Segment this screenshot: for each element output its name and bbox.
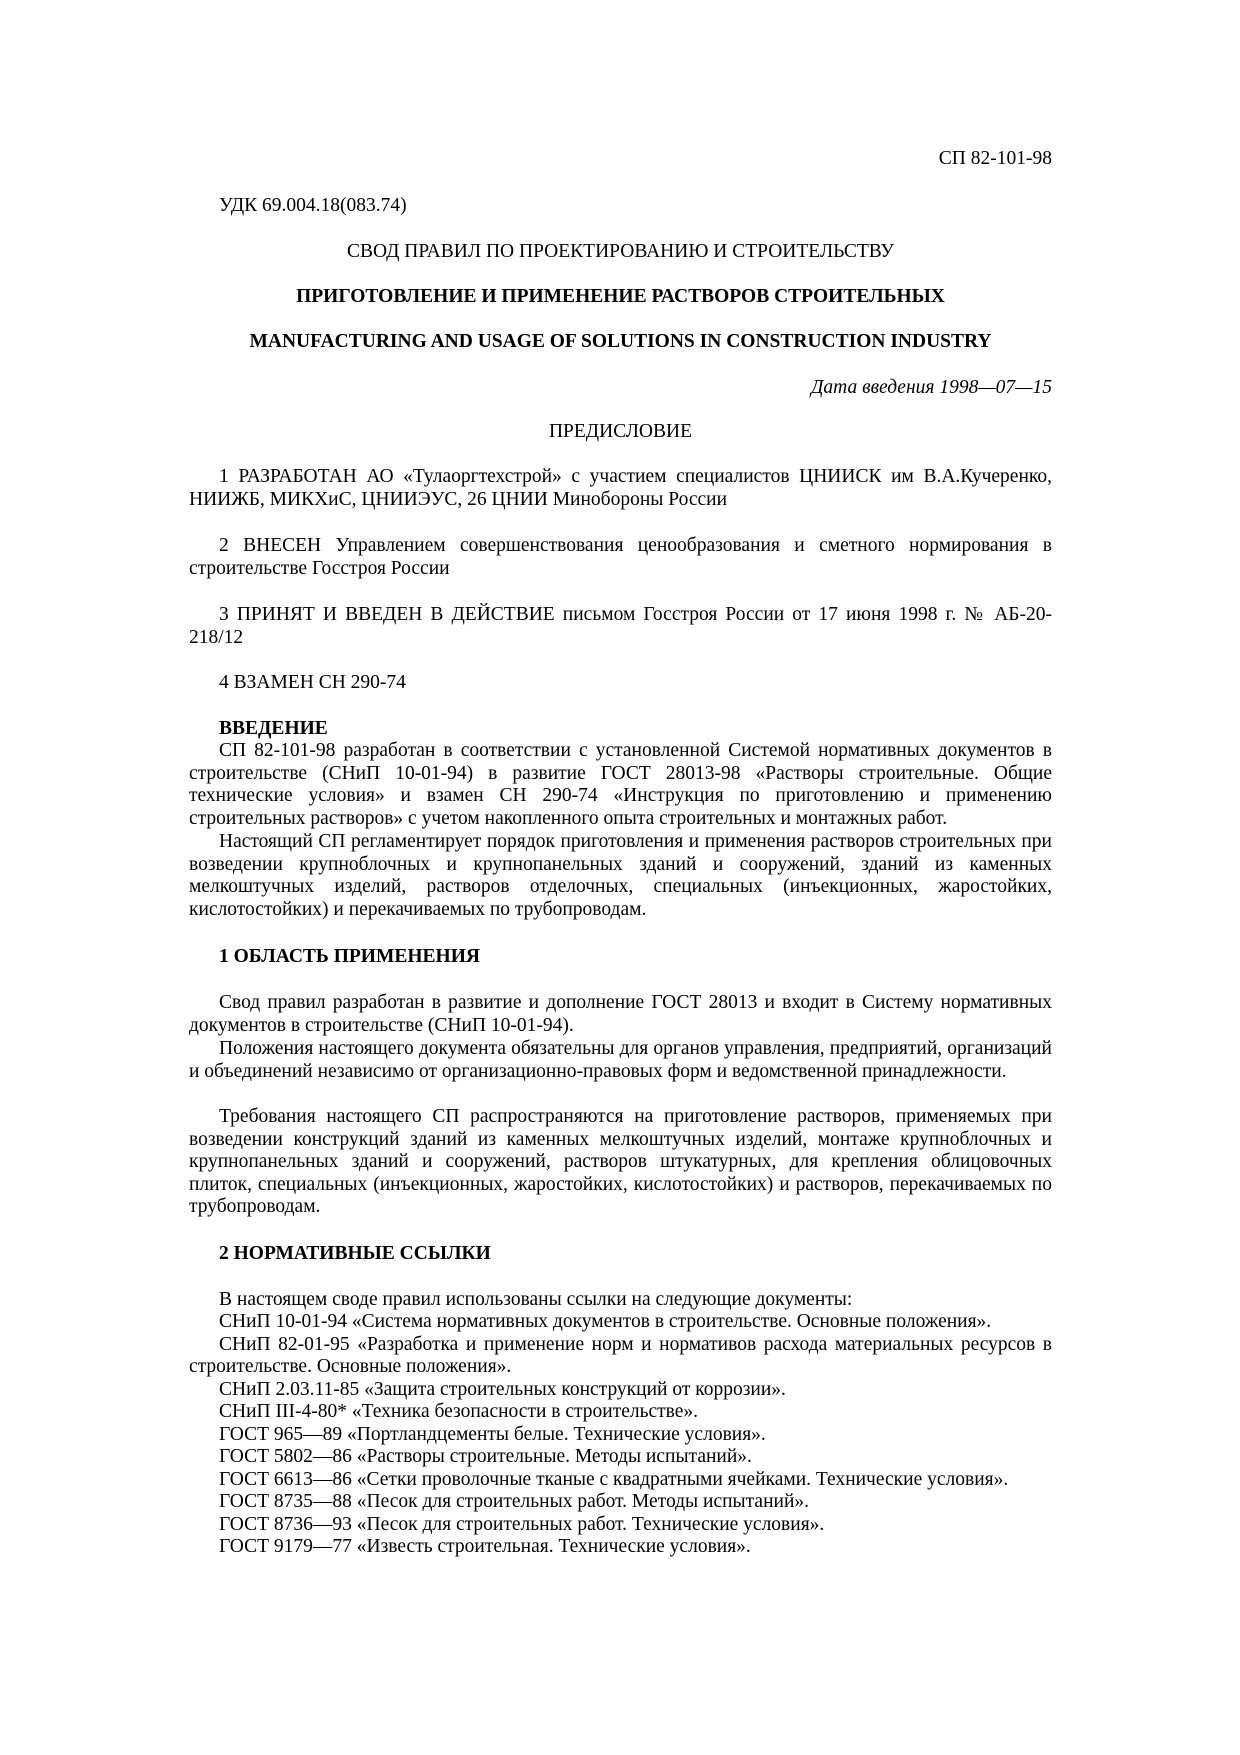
date-of-introduction: Дата введения 1998—07—15 bbox=[811, 377, 1052, 398]
document-title-en: MANUFACTURING AND USAGE OF SOLUTIONS IN CONSTRUCTION INDUSTRY bbox=[249, 331, 992, 352]
section-1-paragraph-3: Требования настоящего СП распространяются на приготовление растворов, применяемых при возведении конструкций зданий из каменных мелкоштучных изделий, монтаже крупноблочных и крупнопанельных зданий и сооружений, растворов штукатурных, для крепления облицовочных плиток, специальных (инъекционных, жаростойких, кислотостойких) и растворов, перекачиваемых по трубопроводам. bbox=[189, 1106, 1052, 1217]
reference-item: СНиП 10-01-94 «Система нормативных документов в строительстве. Основные положения». bbox=[219, 1311, 992, 1332]
reference-item: СНиП 82-01-95 «Разработка и применение норм и нормативов расхода материальных ресурсов в строительстве. Основные положения». bbox=[189, 1333, 1052, 1377]
intro-paragraph-2: Настоящий СП регламентирует порядок приготовления и применения растворов строительных при возведении крупноблочных и крупнопанельных зданий и сооружений, зданий из каменных мелкоштучных изделий, растворов отделочных, специальных (инъекционных, жаростойких, кислотостойких) и перекачиваемых по трубопроводам. bbox=[189, 831, 1052, 920]
section-1-paragraph-1: Свод правил разработан в развитие и дополнение ГОСТ 28013 и входит в Систему нормативных документов в строительстве (СНиП 10-01-94). bbox=[189, 992, 1052, 1036]
foreword-item-2: 2 ВНЕСЕН Управлением совершенствования ценообразования и сметного нормирования в строительстве Госстроя России bbox=[189, 535, 1052, 579]
series-title: СВОД ПРАВИЛ ПО ПРОЕКТИРОВАНИЮ И СТРОИТЕЛЬСТВУ bbox=[346, 241, 895, 262]
document-title-ru: ПРИГОТОВЛЕНИЕ И ПРИМЕНЕНИЕ РАСТВОРОВ СТРОИТЕЛЬНЫХ bbox=[296, 286, 945, 307]
reference-item: ГОСТ 6613—86 «Сетки проволочные тканые с квадратными ячейками. Технические условия». bbox=[219, 1468, 1009, 1490]
reference-item: ГОСТ 9179—77 «Известь строительная. Технические условия». bbox=[219, 1536, 751, 1557]
udk-code: УДК 69.004.18(083.74) bbox=[219, 195, 407, 216]
intro-heading: ВВЕДЕНИЕ bbox=[219, 718, 328, 739]
references-list bbox=[189, 1311, 1052, 1559]
doc-code: СП 82-101-98 bbox=[938, 148, 1052, 169]
reference-item: ГОСТ 8736—93 «Песок для строительных работ. Технические условия». bbox=[219, 1513, 825, 1535]
foreword-item-1: 1 РАЗРАБОТАН АО «Тулаоргтехстрой» с участием специалистов ЦНИИСК им В.А.Кучеренко, НИИЖБ, МИКХиС, ЦНИИЭУС, 26 ЦНИИ Минобороны России bbox=[189, 466, 1052, 510]
reference-item: ГОСТ 8735—88 «Песок для строительных работ. Методы испытаний». bbox=[219, 1491, 809, 1512]
foreword-item-4: 4 ВЗАМЕН СН 290-74 bbox=[219, 672, 406, 693]
intro-paragraph-1: СП 82-101-98 разработан в соответствии с установленной Системой нормативных документов в строительстве (СНиП 10-01-94) в развитие ГОСТ 28013-98 «Растворы строительные. Общие технические условия» и взамен СН 290-74 «Инструкция по приготовлению и применению строительных растворов» с учетом накопленного опыта строительных и монтажных работ. bbox=[189, 740, 1052, 829]
reference-item: ГОСТ 965—89 «Портландцементы белые. Технические условия». bbox=[219, 1423, 766, 1445]
section-1-heading: 1 ОБЛАСТЬ ПРИМЕНЕНИЯ bbox=[219, 946, 480, 967]
foreword-heading: ПРЕДИСЛОВИЕ bbox=[548, 421, 693, 442]
reference-item: ГОСТ 5802—86 «Растворы строительные. Методы испытаний». bbox=[219, 1446, 752, 1467]
section-1-paragraph-2: Положения настоящего документа обязательны для органов управления, предприятий, организаций и объединений независимо от организационно-правовых форм и ведомственной принадлежности. bbox=[189, 1038, 1052, 1082]
section-2-intro: В настоящем своде правил использованы ссылки на следующие документы: bbox=[219, 1289, 853, 1310]
section-2-heading: 2 НОРМАТИВНЫЕ ССЫЛКИ bbox=[219, 1243, 491, 1264]
foreword-item-3: 3 ПРИНЯТ И ВВЕДЕН В ДЕЙСТВИЕ письмом Госстроя России от 17 июня 1998 г. № АБ-20-218/12 bbox=[189, 604, 1052, 648]
reference-item: СНиП 2.03.11-85 «Защита строительных конструкций от коррозии». bbox=[219, 1378, 786, 1400]
reference-item: СНиП III-4-80* «Техника безопасности в строительстве». bbox=[219, 1401, 699, 1422]
